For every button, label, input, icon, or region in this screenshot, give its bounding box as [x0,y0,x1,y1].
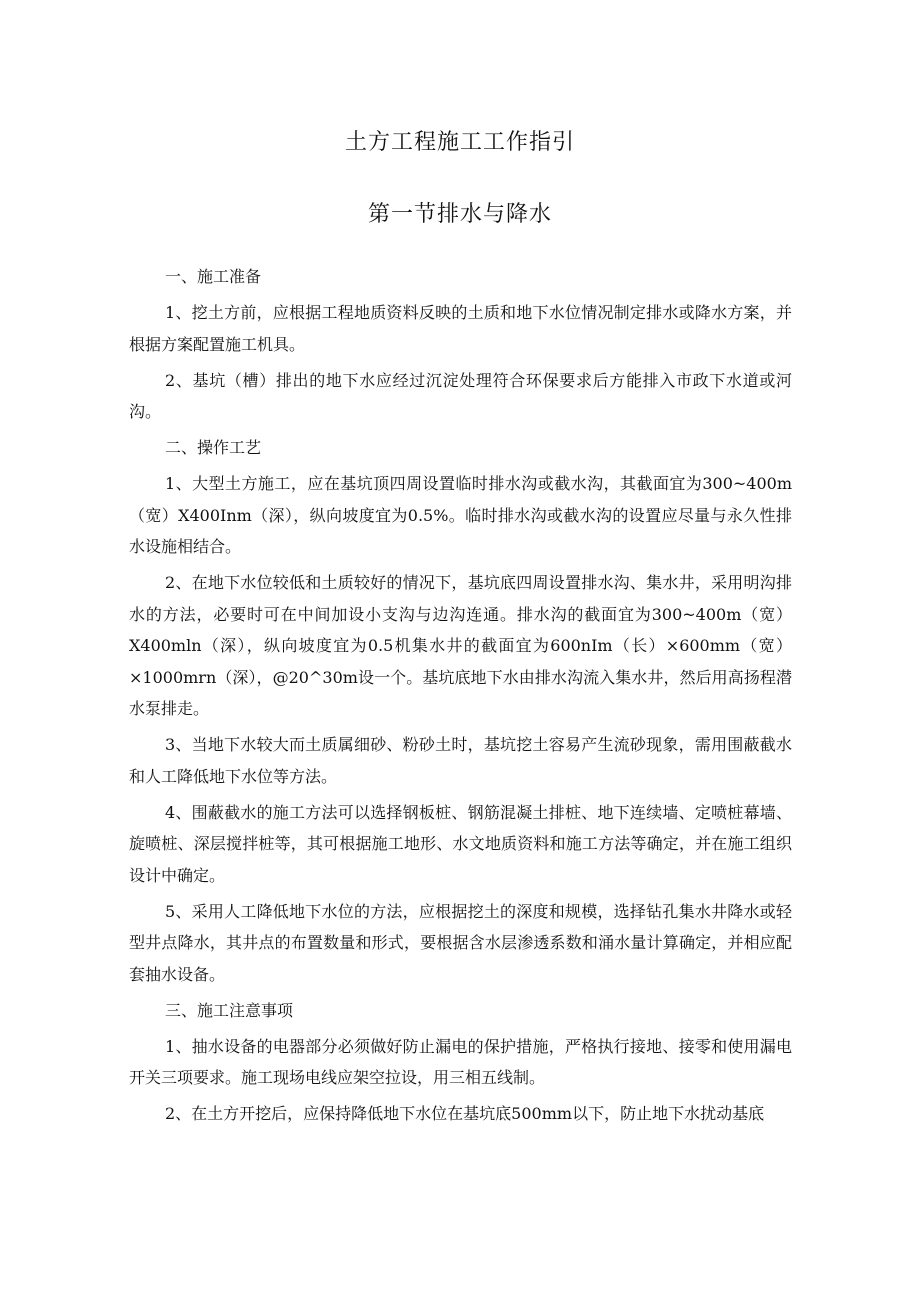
paragraph: 2、在土方开挖后，应保持降低地下水位在基坑底500mm以下，防止地下水扰动基底 [165,1104,765,1123]
subheading: 一、施工准备 [165,267,262,286]
paragraph: 1、抽水设备的电器部分必须做好防止漏电的保护措施，严格执行接地、接零和使用漏电开关三项要求。施工现场电线应架空拉设，用三相五线制。 [129,1036,792,1087]
subheading: 二、操作工艺 [165,438,262,457]
document-title: 土方工程施工工作指引 [344,130,575,155]
document-body [129,261,792,1134]
section-title: 第一节排水与降水 [367,202,552,227]
paragraph: 2、在地下水位较低和土质较好的情况下，基坑底四周设置排水沟、集水井，采用明沟排水的方法，必要时可在中间加设小支沟与边沟连通。排水沟的截面宜为300~400m（宽）X400mln（深），纵向坡度宜为0.5机集水井的截面宜为600nIm（长）×600mm（宽）×1000mrn（深），@20^30m设一个。基坑底地下水由排水沟流入集水井，然后用高扬程潜水泵排走。 [129,573,792,718]
paragraph: 3、当地下水较大而土质属细砂、粉砂土时，基坑挖土容易产生流砂现象，需用围蔽截水和人工降低地下水位等方法。 [129,735,792,786]
paragraph: 1、大型土方施工，应在基坑顶四周设置临时排水沟或截水沟，其截面宜为300~400m（宽）X400Inm（深），纵向坡度宜为0.5%。临时排水沟或截水沟的设置应尽量与永久性排水设施相结合。 [129,474,792,556]
subheading: 三、施工注意事项 [165,1000,294,1020]
paragraph: 1、挖土方前，应根据工程地质资料反映的土质和地下水位情况制定排水或降水方案，并根据方案配置施工机具。 [129,303,792,354]
paragraph: 4、围蔽截水的施工方法可以选择钢板桩、钢筋混凝土排桩、地下连续墙、定喷桩幕墙、旋喷桩、深层搅拌桩等，其可根据施工地形、水文地质资料和施工方法等确定，并在施工组织设计中确定。 [129,802,792,885]
paragraph: 5、采用人工降低地下水位的方法，应根据挖土的深度和规模，选择钻孔集水井降水或轻型井点降水，其井点的布置数量和形式，要根据含水层渗透系数和涌水量计算确定，并相应配套抽水设备。 [129,901,792,984]
paragraph: 2、基坑（槽）排出的地下水应经过沉淀处理符合环保要求后方能排入市政下水道或河沟。 [129,370,792,421]
